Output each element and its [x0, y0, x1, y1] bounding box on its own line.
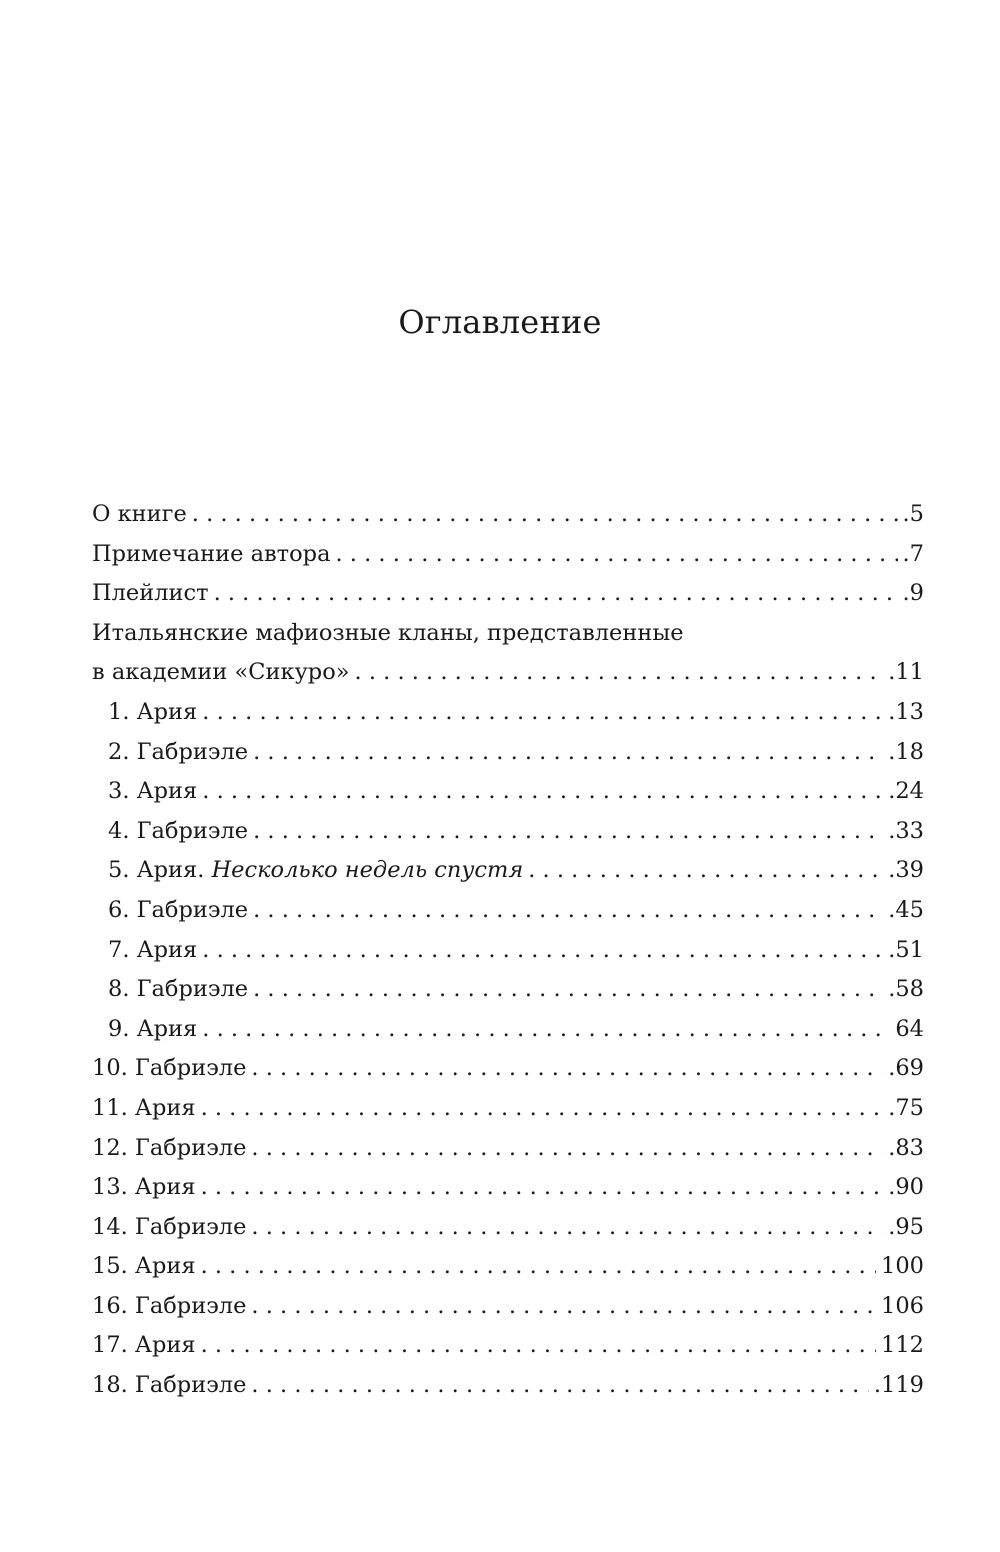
dot-leader [202, 931, 883, 971]
toc-entry-title: 8. Габриэле [108, 976, 249, 1003]
toc-entry-chapter-8[interactable] [92, 970, 924, 1010]
toc-page-number: .5 [902, 501, 924, 527]
toc-page-number: .95 [888, 1213, 924, 1240]
toc-entry-chapter-3[interactable] [92, 772, 924, 812]
toc-entry-chapter-4[interactable] [92, 812, 924, 852]
toc-entry-chapter-1[interactable] [92, 693, 924, 733]
toc-entry-title: в академии «Сикуро» [92, 659, 350, 686]
toc-entry-chapter-13[interactable] [92, 1168, 924, 1208]
toc-entry-title: 7. Ария [108, 936, 198, 963]
toc-entry-chapter-12[interactable] [92, 1129, 924, 1169]
dot-leader [201, 1326, 876, 1366]
toc-page-number: .83 [888, 1134, 924, 1161]
toc-entry-chapter-16[interactable] [92, 1287, 924, 1327]
toc-entry-clans[interactable] [92, 653, 924, 693]
toc-entry-chapter-6[interactable] [92, 891, 924, 931]
dot-leader [253, 733, 883, 773]
dot-leader [201, 1168, 884, 1208]
toc-entry-chapter-11[interactable] [92, 1089, 924, 1129]
dot-leader [251, 1208, 883, 1248]
dot-leader [251, 1049, 883, 1089]
dot-leader [251, 1366, 868, 1406]
toc-entry-title: 6. Габриэле [108, 896, 249, 923]
dot-leader [201, 1089, 884, 1129]
toc-page-number: .9 [902, 580, 924, 607]
dot-leader [335, 535, 897, 575]
toc-entry-title: 13. Ария [92, 1174, 196, 1201]
toc-page-number: .18 [888, 738, 924, 765]
toc-page-number: .69 [888, 1055, 924, 1082]
toc-entry-title: 17. Ария [92, 1332, 196, 1359]
dot-leader [192, 495, 898, 535]
toc-page-number: 64 [895, 1015, 924, 1042]
page-title: Оглавление [398, 303, 602, 341]
toc-entry-title: 14. Габриэле [92, 1213, 247, 1240]
dot-leader [202, 693, 883, 733]
toc-page-number: .119 [873, 1372, 924, 1399]
toc-page-number: 112 [881, 1332, 924, 1359]
dot-leader [355, 653, 884, 693]
dot-leader [251, 1287, 876, 1327]
toc-entry-title: 10. Габриэле [92, 1055, 247, 1082]
table-of-contents [92, 495, 924, 1406]
toc-page-number: .58 [888, 976, 924, 1003]
toc-page-number: 106 [881, 1292, 924, 1319]
toc-page-number: .45 [888, 896, 924, 923]
dot-leader [202, 772, 883, 812]
toc-entry-chapter-2[interactable] [92, 733, 924, 773]
toc-entry-chapter-15[interactable] [92, 1247, 924, 1287]
toc-entry-chapter-9[interactable] [92, 1010, 924, 1050]
toc-entry-chapter-5[interactable] [92, 851, 924, 891]
dot-leader [253, 891, 883, 931]
toc-entry-title [108, 851, 525, 891]
dot-leader [251, 1129, 883, 1169]
dot-leader [253, 970, 883, 1010]
dot-leader [528, 851, 883, 891]
toc-entry-title: 11. Ария [92, 1094, 196, 1121]
dot-leader [201, 1247, 876, 1287]
toc-entry-title: 2. Габриэле [108, 738, 249, 765]
toc-entry-title: 1. Ария [108, 698, 198, 725]
toc-entry-chapter-7[interactable] [92, 931, 924, 971]
toc-page-number: .75 [888, 1094, 924, 1121]
toc-page-number: 100 [881, 1253, 924, 1280]
toc-entry-title: 3. Ария [108, 778, 198, 805]
toc-entry-title: 15. Ария [92, 1253, 196, 1280]
toc-entry-title: 16. Габриэле [92, 1292, 247, 1319]
toc-entry-about-book[interactable] [92, 495, 924, 535]
toc-page-number: .7 [902, 540, 924, 567]
dot-leader [253, 812, 883, 852]
toc-entry-title: Итальянские мафиозные кланы, представленные [92, 619, 684, 646]
toc-page-number: .51 [888, 936, 924, 963]
dot-leader [202, 1010, 890, 1050]
toc-page-number: .24 [888, 778, 924, 805]
toc-entry-chapter-18[interactable] [92, 1366, 924, 1406]
toc-entry-chapter-14[interactable] [92, 1208, 924, 1248]
toc-entry-author-note[interactable] [92, 535, 924, 575]
toc-entry-title: Плейлист [92, 580, 209, 607]
toc-entry-playlist[interactable] [92, 574, 924, 614]
toc-entry-title: О книге [92, 501, 187, 527]
toc-page-number: .13 [888, 698, 924, 725]
toc-page-number: .11 [888, 659, 924, 686]
toc-entry-title: 12. Габриэле [92, 1134, 247, 1161]
toc-page-number: .39 [888, 857, 924, 884]
toc-entry-chapter-17[interactable] [92, 1326, 924, 1366]
toc-entry-chapter-10[interactable] [92, 1049, 924, 1089]
dot-leader [214, 574, 898, 614]
toc-entry-subtitle: Несколько недель спустя [211, 857, 524, 884]
toc-entry-name: 5. Ария. [108, 857, 205, 884]
toc-page-number: .33 [888, 817, 924, 844]
toc-entry-title: 18. Габриэле [92, 1372, 247, 1399]
toc-entry-title: Примечание автора [92, 540, 331, 567]
toc-entry-clans-line1[interactable] [92, 614, 924, 654]
toc-entry-title: 4. Габриэле [108, 817, 249, 844]
toc-entry-title: 9. Ария [108, 1015, 198, 1042]
toc-page-number: .90 [888, 1174, 924, 1201]
